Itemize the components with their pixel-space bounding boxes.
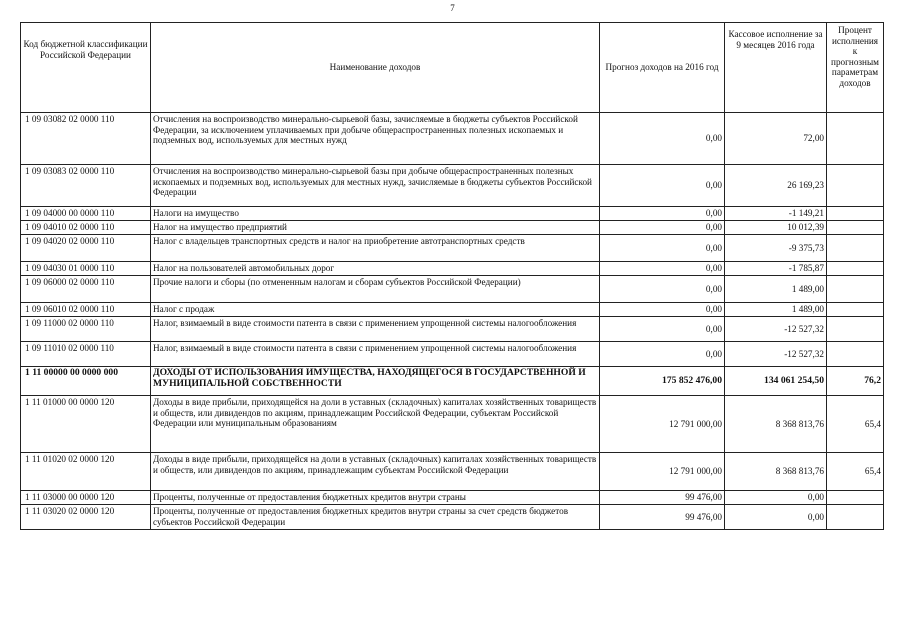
cell-percent: 76,2 <box>827 367 884 396</box>
table-row <box>21 396 884 453</box>
cell-execution: 0,00 <box>725 505 827 530</box>
cell-name: Налог на пользователей автомобильных дорог <box>151 262 600 276</box>
cell-code: 1 11 00000 00 0000 000 <box>21 367 151 396</box>
cell-execution: 1 489,00 <box>725 276 827 303</box>
table-row <box>21 303 884 317</box>
cell-name: Налог с владельцев транспортных средств и налог на приобретение автотранспортных средств <box>151 235 600 262</box>
table-row <box>21 235 884 262</box>
cell-forecast: 99 476,00 <box>600 505 725 530</box>
cell-execution: 8 368 813,76 <box>725 453 827 491</box>
cell-name: ДОХОДЫ ОТ ИСПОЛЬЗОВАНИЯ ИМУЩЕСТВА, НАХОДЯЩЕГОСЯ В ГОСУДАРСТВЕННОЙ И МУНИЦИПАЛЬНОЙ СОБСТВЕННОСТИ <box>151 367 600 396</box>
table-row <box>21 165 884 207</box>
table-body <box>21 113 884 530</box>
header-forecast: Прогноз доходов на 2016 год <box>600 23 725 113</box>
cell-percent <box>827 165 884 207</box>
table-row <box>21 207 884 221</box>
header-code: Код бюджетной классификации Российской Федерации <box>21 23 151 113</box>
cell-execution: 8 368 813,76 <box>725 396 827 453</box>
cell-execution: -12 527,32 <box>725 317 827 342</box>
cell-forecast: 0,00 <box>600 317 725 342</box>
cell-execution: 134 061 254,50 <box>725 367 827 396</box>
header-percent: Процент исполнения к прогнозным параметрам доходов <box>827 23 884 113</box>
cell-forecast: 99 476,00 <box>600 491 725 505</box>
table-row <box>21 367 884 396</box>
cell-percent: 65,4 <box>827 396 884 453</box>
cell-name: Проценты, полученные от предоставления бюджетных кредитов внутри страны за счет средств бюджетов субъектов Российской Федерации <box>151 505 600 530</box>
cell-code: 1 09 04020 02 0000 110 <box>21 235 151 262</box>
cell-percent <box>827 303 884 317</box>
cell-execution: -12 527,32 <box>725 342 827 367</box>
cell-forecast: 0,00 <box>600 303 725 317</box>
cell-code: 1 09 06000 02 0000 110 <box>21 276 151 303</box>
cell-percent <box>827 505 884 530</box>
cell-code: 1 09 11010 02 0000 110 <box>21 342 151 367</box>
cell-name: Налог, взимаемый в виде стоимости патента в связи с применением упрощенной системы налогообложения <box>151 317 600 342</box>
table-row <box>21 453 884 491</box>
cell-percent <box>827 221 884 235</box>
cell-execution: 0,00 <box>725 491 827 505</box>
cell-execution: -9 375,73 <box>725 235 827 262</box>
cell-code: 1 11 03020 02 0000 120 <box>21 505 151 530</box>
cell-name: Проценты, полученные от предоставления бюджетных кредитов внутри страны <box>151 491 600 505</box>
cell-name: Доходы в виде прибыли, приходящейся на доли в уставных (складочных) капиталах хозяйственных товариществ и обществ, или дивидендов по акциям, принадлежащим субъектам Российской Федерации <box>151 453 600 491</box>
cell-percent <box>827 262 884 276</box>
table-row <box>21 113 884 165</box>
cell-percent <box>827 491 884 505</box>
cell-execution: 10 012,39 <box>725 221 827 235</box>
cell-code: 1 11 01000 00 0000 120 <box>21 396 151 453</box>
cell-name: Налог с продаж <box>151 303 600 317</box>
cell-forecast: 175 852 476,00 <box>600 367 725 396</box>
cell-code: 1 09 04030 01 0000 110 <box>21 262 151 276</box>
cell-name: Отчисления на воспроизводство минерально-сырьевой базы при добыче общераспространенных полезных ископаемых и подземных вод, используемых для местных нужд, зачисляемые в бюджеты субъектов Российской Федерации <box>151 165 600 207</box>
cell-execution: 26 169,23 <box>725 165 827 207</box>
cell-forecast: 0,00 <box>600 165 725 207</box>
cell-forecast: 0,00 <box>600 113 725 165</box>
cell-name: Налог, взимаемый в виде стоимости патента в связи с применением упрощенной системы налогообложения <box>151 342 600 367</box>
header-name: Наименование доходов <box>151 23 600 113</box>
cell-percent <box>827 276 884 303</box>
cell-percent: 65,4 <box>827 453 884 491</box>
cell-execution: -1 785,87 <box>725 262 827 276</box>
cell-forecast: 12 791 000,00 <box>600 396 725 453</box>
cell-percent <box>827 342 884 367</box>
table-row <box>21 491 884 505</box>
cell-forecast: 0,00 <box>600 221 725 235</box>
cell-forecast: 0,00 <box>600 207 725 221</box>
cell-code: 1 09 06010 02 0000 110 <box>21 303 151 317</box>
cell-code: 1 11 03000 00 0000 120 <box>21 491 151 505</box>
cell-code: 1 09 04000 00 0000 110 <box>21 207 151 221</box>
cell-percent <box>827 113 884 165</box>
table-header-row <box>21 23 884 113</box>
cell-code: 1 09 04010 02 0000 110 <box>21 221 151 235</box>
page-number: 7 <box>450 3 455 13</box>
cell-forecast: 0,00 <box>600 235 725 262</box>
cell-name: Налог на имущество предприятий <box>151 221 600 235</box>
cell-forecast: 12 791 000,00 <box>600 453 725 491</box>
cell-name: Отчисления на воспроизводство минерально-сырьевой базы, зачисляемые в бюджеты субъектов Российской Федерации, за исключением уплачиваемых при добыче общераспространенных полезных ископаемых и подземных вод, используемых для местных нужд <box>151 113 600 165</box>
table-row <box>21 342 884 367</box>
cell-execution: 72,00 <box>725 113 827 165</box>
cell-execution: 1 489,00 <box>725 303 827 317</box>
cell-code: 1 09 11000 02 0000 110 <box>21 317 151 342</box>
cell-forecast: 0,00 <box>600 342 725 367</box>
cell-name: Доходы в виде прибыли, приходящейся на доли в уставных (складочных) капиталах хозяйственных товариществ и обществ, или дивидендов по акциям, принадлежащим Российской Федерации, субъектам Российской Федерации или муниципальным образованиям <box>151 396 600 453</box>
cell-name: Налоги на имущество <box>151 207 600 221</box>
cell-code: 1 09 03083 02 0000 110 <box>21 165 151 207</box>
cell-code: 1 09 03082 02 0000 110 <box>21 113 151 165</box>
table-row <box>21 221 884 235</box>
cell-name: Прочие налоги и сборы (по отмененным налогам и сборам субъектов Российской Федерации) <box>151 276 600 303</box>
cell-forecast: 0,00 <box>600 262 725 276</box>
table-row <box>21 505 884 530</box>
cell-percent <box>827 317 884 342</box>
cell-percent <box>827 207 884 221</box>
table-row <box>21 317 884 342</box>
cell-code: 1 11 01020 02 0000 120 <box>21 453 151 491</box>
table-row <box>21 262 884 276</box>
header-execution: Кассовое исполнение за 9 месяцев 2016 года <box>725 23 827 113</box>
cell-forecast: 0,00 <box>600 276 725 303</box>
cell-percent <box>827 235 884 262</box>
revenue-table <box>20 22 884 530</box>
table-row <box>21 276 884 303</box>
cell-execution: -1 149,21 <box>725 207 827 221</box>
